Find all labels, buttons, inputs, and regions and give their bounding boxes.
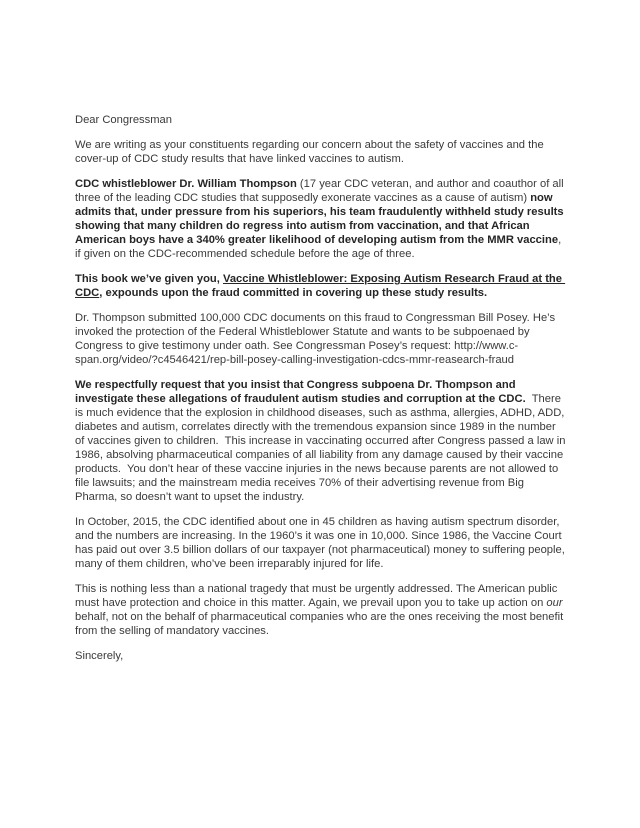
text-run: our — [546, 597, 563, 609]
text-run: Dr. Thompson submitted 100,000 CDC documents on this fraud to Congressman Bill Posey. He’s invoked the protection of the Federal Whistleblower Statute and wants to be subpoenaed by Congress to give testimony under oath. See Congressman Posey’s request: http://www.c-span.org/video/?c4546421/rep-bill-posey-calling-investigation-cdcs-mmr-reasearch-fraud — [75, 312, 559, 366]
paragraph-intro — [75, 138, 566, 166]
text-run: (17 year CDC veteran, and author and coauthor of all three of the leading CDC studies that supposedly exonerate vaccines as a cause of autism) — [75, 178, 567, 204]
text-run: Dear Congressman — [75, 114, 173, 126]
text-run: We respectfully request that you insist that Congress subpoena Dr. Thompson and investigate these allegations of fraudulent autism studies and corruption at the CDC. — [75, 379, 526, 405]
text-run: This is nothing less than a national tragedy that must be urgently addressed. The American public must have protection and choice in this matter. Again, we prevail upon you to take up action on — [75, 583, 561, 609]
text-run: CDC whistleblower Dr. William Thompson — [75, 178, 297, 190]
text-run: There is much evidence that the explosion in childhood diseases, such as asthma, allergies, ADHD, ADD, diabetes and autism, correlates directly with the tremendous expansion since 1989 in the number of vaccines given to children. This increase in vaccinating occurred after Congress passed a law in 1986, absolving pharmaceutical companies of all liability from any damage caused by their vaccine products. You don’t hear of these vaccine injuries in the news because parents are not allowed to file lawsuits; and the mainstream media receives 70% of their advertising revenue from Big Pharma, so doesn’t want to upset the industry. — [75, 393, 569, 503]
text-run: In October, 2015, the CDC identified about one in 45 children as having autism spectrum disorder, and the numbers are increasing. In the 1960’s it was one in 10,000. Since 1986, the Vaccine Court has paid out over 3.5 billion dollars of our taxpayer (not pharmaceutical) money to suffering people, many of them children, who’ve been irreparably injured for life. — [75, 516, 568, 570]
text-run: now admits that, under pressure from his superiors, his team fraudulently withheld study results showing that many children do regress into autism from vaccination, and that African American boys have a 340% greater likelihood of developing autism from the MMR vaccine — [75, 192, 567, 246]
text-run: , expounds upon the fraud committed in covering up these study results. — [99, 287, 488, 299]
paragraph-thompson-allegation — [75, 177, 566, 261]
paragraph-salutation — [75, 113, 566, 127]
paragraph-signoff — [75, 649, 566, 663]
paragraph-closing-appeal — [75, 582, 566, 638]
text-run: We are writing as your constituents regarding our concern about the safety of vaccines and the cover-up of CDC study results that have linked vaccines to autism. — [75, 139, 547, 165]
letter-body — [75, 113, 569, 674]
text-run: Vaccine Whistleblower: Exposing Autism Research Fraud at the CDC — [75, 273, 566, 299]
text-run: behalf, not on the behalf of pharmaceutical companies who are the ones receiving the most benefit from the selling of mandatory vaccines. — [75, 597, 567, 637]
paragraph-book-reference — [75, 272, 566, 300]
text-run: Sincerely, — [75, 650, 124, 662]
text-run: , if given on the CDC-recommended schedule before the age of three. — [75, 234, 565, 260]
paragraph-posey-documents — [75, 311, 566, 367]
paragraph-statistics — [75, 515, 566, 571]
text-run: This book we’ve given you, — [75, 273, 223, 285]
paragraph-subpoena-request — [75, 378, 569, 504]
